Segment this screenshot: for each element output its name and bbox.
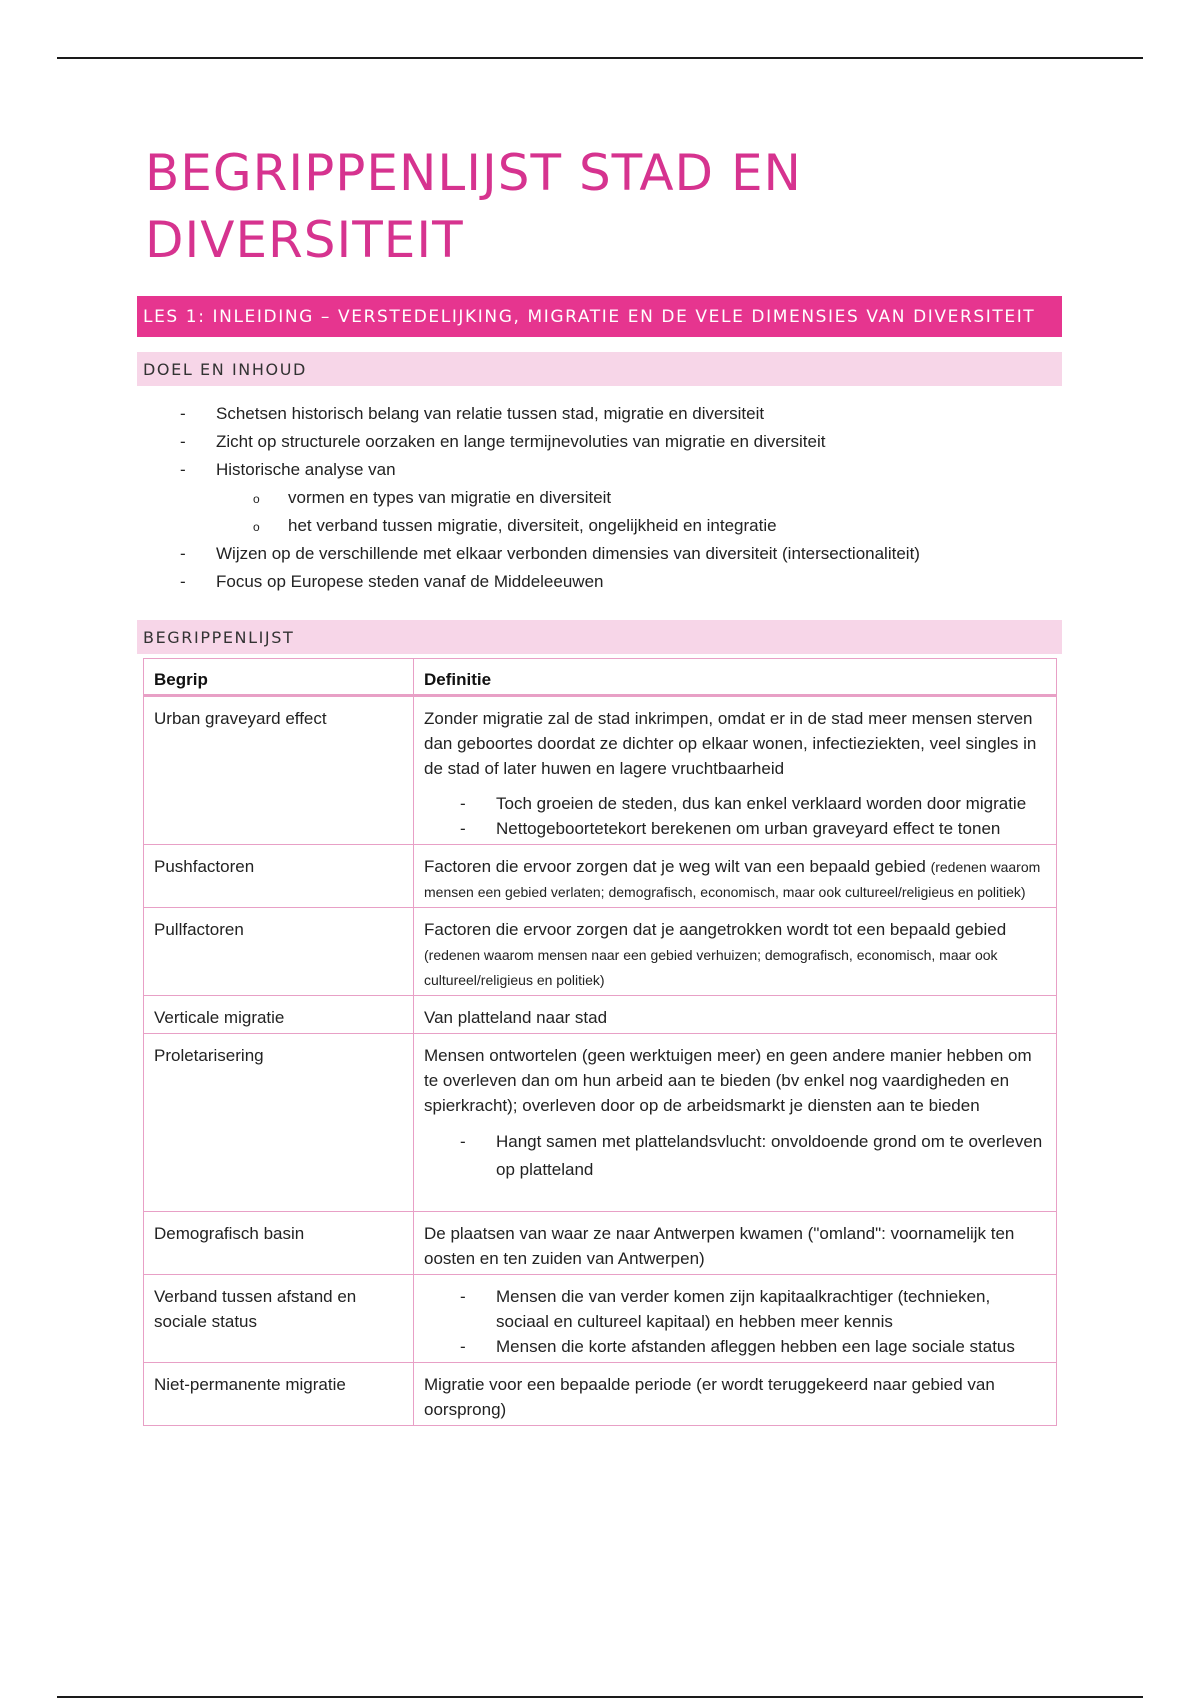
definition-text: Factoren die ervoor zorgen dat je aangetrokken wordt tot een bepaald gebied bbox=[424, 920, 1007, 939]
page-bottom-rule bbox=[57, 1696, 1143, 1698]
term-cell: Proletarisering bbox=[144, 1034, 414, 1212]
list-item: - Focus op Europese steden vanaf de Middeleeuwen bbox=[137, 568, 1062, 596]
lesson-heading: LES 1: INLEIDING – VERSTEDELIJKING, MIGRATIE EN DE VELE DIMENSIES VAN DIVERSITEIT bbox=[137, 296, 1062, 337]
page-top-rule bbox=[57, 57, 1143, 59]
glossary-table bbox=[143, 658, 1057, 1426]
definition-cell: Migratie voor een bepaalde periode (er wordt teruggekeerd naar gebied van oorsprong) bbox=[414, 1363, 1057, 1426]
term-cell: Verband tussen afstand en sociale status bbox=[144, 1275, 414, 1363]
definition-cell bbox=[414, 845, 1057, 908]
table-row bbox=[144, 1363, 1057, 1426]
definition-cell: De plaatsen van waar ze naar Antwerpen kwamen ("omland": voornamelijk ten oosten en ten zuiden van Antwerpen) bbox=[414, 1212, 1057, 1275]
term-cell: Urban graveyard effect bbox=[144, 696, 414, 845]
definition-cell bbox=[414, 1034, 1057, 1212]
list-item: - Mensen die van verder komen zijn kapitaalkrachtiger (technieken, sociaal en cultureel kapitaal) en hebben meer kennis bbox=[424, 1284, 1046, 1334]
table-row bbox=[144, 996, 1057, 1034]
definition-note: (redenen waarom mensen een gebied verlaten; demografisch, economisch, maar ook cultureel/religieus en politiek) bbox=[424, 859, 1041, 900]
list-item: - Wijzen op de verschillende met elkaar verbonden dimensies van diversiteit (intersectionaliteit) bbox=[137, 540, 1062, 568]
table-row bbox=[144, 908, 1057, 996]
term-cell: Niet-permanente migratie bbox=[144, 1363, 414, 1426]
column-header-term: Begrip bbox=[144, 659, 414, 696]
definition-cell bbox=[414, 908, 1057, 996]
list-item: - Nettogeboortetekort berekenen om urban graveyard effect te tonen bbox=[424, 816, 1046, 841]
definition-text: Factoren die ervoor zorgen dat je weg wilt van een bepaald gebied bbox=[424, 857, 926, 876]
list-subitem: o vormen en types van migratie en diversiteit bbox=[137, 484, 1062, 512]
definition-bullets bbox=[424, 1284, 1046, 1359]
list-item: - Mensen die korte afstanden afleggen hebben een lage sociale status bbox=[424, 1334, 1046, 1359]
cell-spacer bbox=[424, 1184, 1046, 1208]
term-cell: Pushfactoren bbox=[144, 845, 414, 908]
definition-text: Mensen ontwortelen (geen werktuigen meer) en geen andere manier hebben om te overleven dan om hun arbeid aan te bieden (bv enkel nog vaardigheden en spierkracht); overleven door op de arbeidsmarkt je diensten aan te bieden bbox=[424, 1046, 1032, 1115]
goals-list bbox=[137, 400, 1062, 596]
definition-note: (redenen waarom mensen naar een gebied verhuizen; demografisch, economisch, maar ook cultureel/religieus en politiek) bbox=[424, 947, 998, 988]
goals-sublist bbox=[216, 484, 1062, 540]
goals-heading: DOEL EN INHOUD bbox=[137, 352, 1062, 386]
document-body bbox=[137, 140, 1062, 1426]
column-header-definition: Definitie bbox=[414, 659, 1057, 696]
definition-cell: Van platteland naar stad bbox=[414, 996, 1057, 1034]
list-item: - Historische analyse van o vormen en types van migratie en diversiteit o het verband tussen migratie, diversiteit, ongelijkheid en integratie bbox=[137, 456, 1062, 540]
glossary-heading: BEGRIPPENLIJST bbox=[137, 620, 1062, 654]
list-item: - Hangt samen met plattelandsvlucht: onvoldoende grond om te overleven op platteland bbox=[424, 1128, 1046, 1184]
table-row bbox=[144, 1034, 1057, 1212]
table-row bbox=[144, 845, 1057, 908]
document-title: BEGRIPPENLIJST STAD EN DIVERSITEIT bbox=[145, 144, 802, 269]
definition-bullets bbox=[424, 791, 1046, 841]
definition-bullets bbox=[424, 1128, 1046, 1184]
definition-cell bbox=[414, 1275, 1057, 1363]
table-header-row bbox=[144, 659, 1057, 696]
definition-cell bbox=[414, 696, 1057, 845]
definition-text: Zonder migratie zal de stad inkrimpen, omdat er in de stad meer mensen sterven dan geboortes doordat ze dichter op elkaar wonen, infectieziekten, veel singles in de stad of later huwen en lagere vruchtbaarheid bbox=[424, 709, 1037, 778]
table-row bbox=[144, 1212, 1057, 1275]
term-cell: Pullfactoren bbox=[144, 908, 414, 996]
list-item: - Toch groeien de steden, dus kan enkel verklaard worden door migratie bbox=[424, 791, 1046, 816]
table-row bbox=[144, 696, 1057, 845]
list-item: - Zicht op structurele oorzaken en lange termijnevoluties van migratie en diversiteit bbox=[137, 428, 1062, 456]
list-item: - Schetsen historisch belang van relatie tussen stad, migratie en diversiteit bbox=[137, 400, 1062, 428]
table-row bbox=[144, 1275, 1057, 1363]
term-cell: Verticale migratie bbox=[144, 996, 414, 1034]
term-cell: Demografisch basin bbox=[144, 1212, 414, 1275]
list-subitem: o het verband tussen migratie, diversiteit, ongelijkheid en integratie bbox=[137, 512, 1062, 540]
